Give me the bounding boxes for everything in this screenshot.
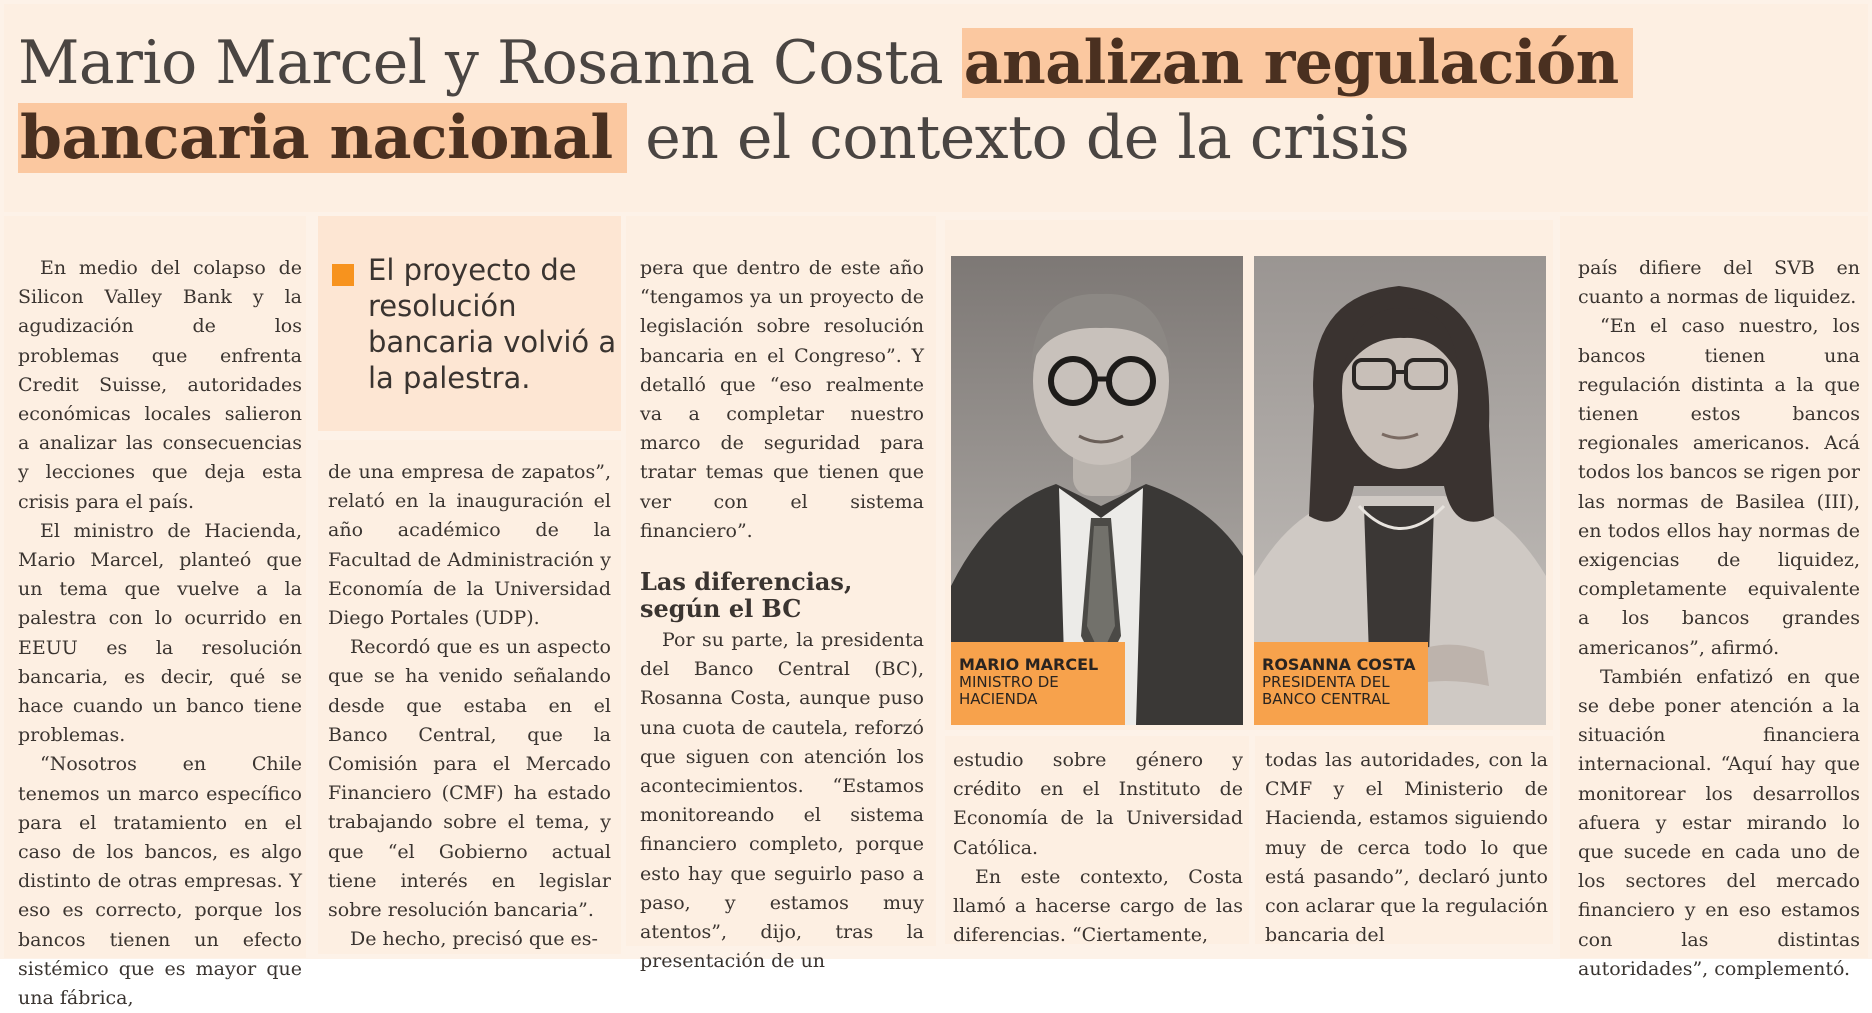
square-bullet-icon bbox=[332, 264, 354, 286]
photo-mario-marcel bbox=[951, 256, 1243, 725]
caption-mario-marcel bbox=[951, 642, 1125, 725]
headline-highlight-1: analizan regulación bbox=[962, 28, 1633, 98]
paragraph: pera que dentro de este año “tengamos ya un proyecto de legislación sobre resolución bancaria en el Congreso”. Y detalló que “eso realmente va a completar nuestro marco de seguridad para tratar temas que tienen que ver con el sistema financiero”. bbox=[640, 257, 924, 542]
paragraph: “En el caso nuestro, los bancos tienen una regulación distinta a la que tienen estos bancos regionales americanos. Acá todos los bancos se rigen por las normas de Basilea (III), en todos ellos hay normas de exigencias de liquidez, completamente equivalente a los bancos grandes americanos”, afirmó. bbox=[1578, 315, 1860, 659]
headline-part-1: Mario Marcel y Rosanna Costa bbox=[18, 28, 962, 98]
article-column-5 bbox=[1255, 736, 1553, 947]
caption-rosanna-costa bbox=[1254, 642, 1428, 725]
caption-role: PRESIDENTA DEL BANCO CENTRAL bbox=[1262, 673, 1390, 708]
paragraph: En este contexto, Costa llamó a hacerse cargo de las diferencias. “Ciertamente, bbox=[953, 865, 1243, 947]
paragraph: todas las autoridades, con la CMF y el Ministerio de Hacienda, estamos siguiendo muy de cerca todo lo que está pasando”, declaró junto con aclarar que la regulación bancaria del bbox=[1265, 749, 1548, 947]
headline bbox=[18, 26, 1858, 176]
paragraph: país difiere del SVB en cuanto a normas de liquidez. bbox=[1578, 257, 1860, 309]
paragraph: También enfatizó en que se debe poner atención a la situación financiera internacional. “Aquí hay que monitorear los desarrollos afuera y estar mirando lo que sucede en cada uno de los sectores del mercado financiero y en eso estamos con las distintas autoridades”, complementó. bbox=[1578, 665, 1860, 980]
article-column-2 bbox=[318, 440, 621, 954]
pull-quote-text: El proyecto de resolución bancaria volvió a la palestra. bbox=[368, 253, 617, 395]
article-column-3 bbox=[626, 216, 936, 973]
paragraph: En medio del colapso de Silicon Valley Bank y la agudización de los problemas que enfrenta Credit Suisse, autoridades económicas locales salieron a analizar las consecuencias y lecciones que deja esta crisis para el país. bbox=[18, 257, 302, 513]
subheading: Las diferencias, según el BC bbox=[640, 567, 853, 624]
paragraph: estudio sobre género y crédito en el Instituto de Economía de la Universidad Católica. bbox=[953, 749, 1243, 859]
caption-name: MARIO MARCEL bbox=[959, 655, 1099, 674]
headline-block bbox=[4, 4, 1868, 212]
caption-name: ROSANNA COSTA bbox=[1262, 655, 1416, 674]
paragraph: De hecho, precisó que es- bbox=[350, 928, 598, 951]
photo-rosanna-costa bbox=[1254, 256, 1546, 725]
headline-highlight-2: bancaria nacional bbox=[18, 103, 627, 173]
paragraph: Por su parte, la presidenta del Banco Central (BC), Rosanna Costa, aunque puso una cuota de cautela, reforzó que siguen con atención los acontecimientos. “Estamos monitoreando el sistema financiero completo, porque esto hay que seguirlo paso a paso, y estamos muy atentos”, dijo, tras la presentación de un bbox=[640, 629, 924, 973]
paragraph: Recordó que es un aspecto que se ha venido señalando desde que estaba en el Banco Central, que la Comisión para el Mercado Financiero (CMF) ha estado trabajando sobre el tema, y que “el Gobierno actual tiene interés en legislar sobre resolución bancaria”. bbox=[328, 636, 611, 922]
article-column-4 bbox=[945, 736, 1249, 947]
pull-quote bbox=[318, 216, 621, 431]
article-column-6 bbox=[1560, 216, 1868, 980]
paragraph: El ministro de Hacienda, Mario Marcel, planteó que un tema que vuelve a la palestra con lo ocurrido en EEUU es la resolución bancaria, es decir, qué se hace cuando un banco tiene problemas. bbox=[18, 519, 302, 747]
caption-role: MINISTRO DE HACIENDA bbox=[959, 673, 1059, 708]
photo-block bbox=[945, 220, 1553, 730]
paragraph: de una empresa de zapatos”, relató en la inauguración el año académico de la Facultad de Administración y Economía de la Universidad Diego Portales (UDP). bbox=[328, 461, 611, 630]
article-column-1 bbox=[4, 216, 306, 1010]
paragraph: “Nosotros en Chile tenemos un marco específico para el tratamiento en el caso de los bancos, es algo distinto de otras empresas. Y eso es correcto, porque los bancos tienen un efecto sistémico que es mayor que una fábrica, bbox=[18, 753, 302, 1010]
headline-part-2: en el contexto de la crisis bbox=[626, 103, 1410, 173]
